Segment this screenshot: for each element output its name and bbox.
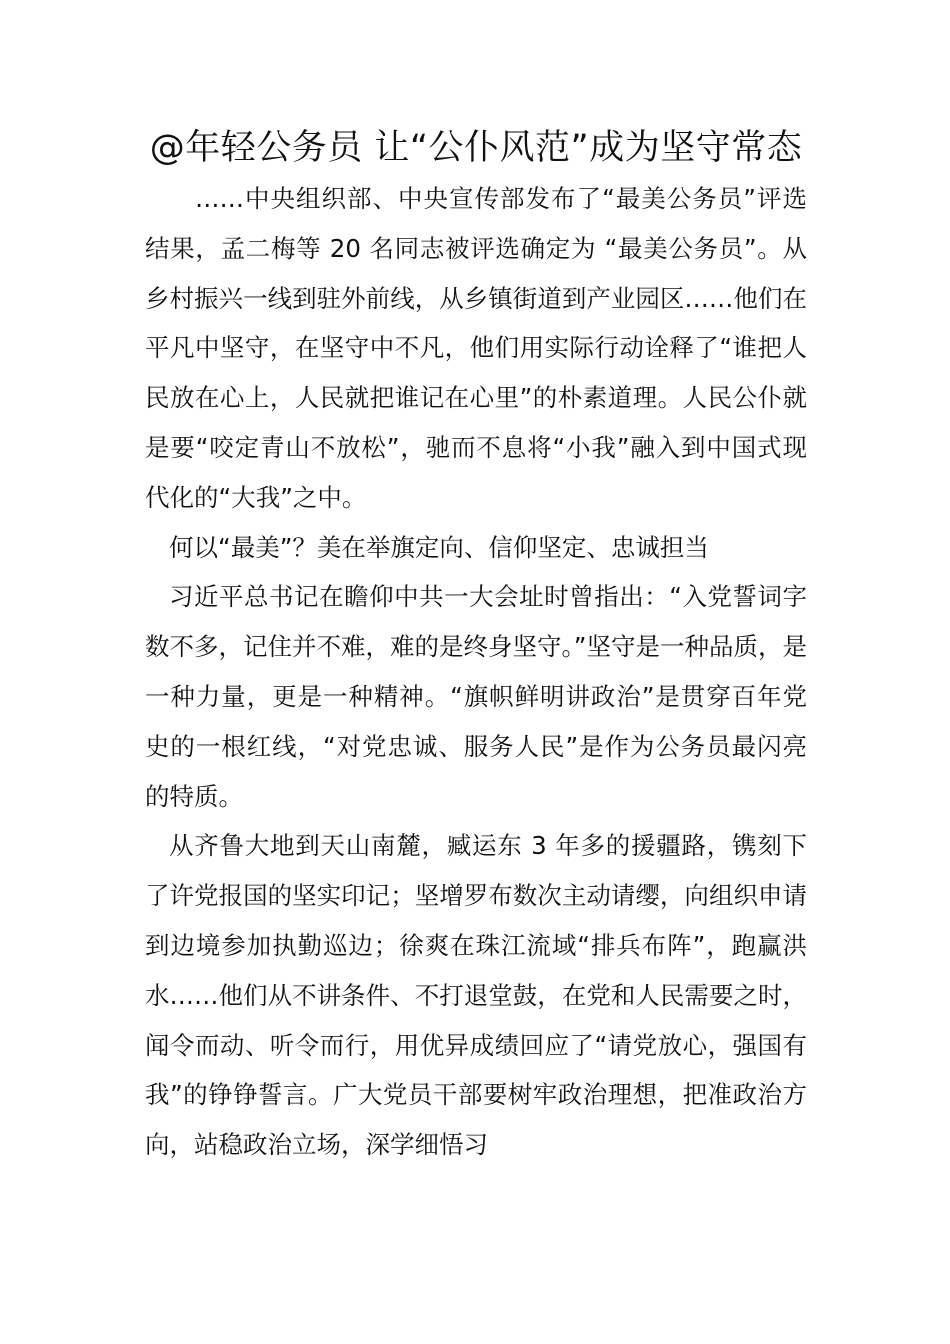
paragraph-quote: 习近平总书记在瞻仰中共一大会址时曾指出：“入党誓词字数不多，记住并不难，难的是终身坚守。”坚守是一种品质，是一种力量，更是一种精神。“旗帜鲜明讲政治”是贯穿百年党史的一根红线，“对党忠诚、服务人民”是作为公务员最闪亮的特质。	[145, 582, 807, 811]
document-title: @年轻公务员 让“公仆风范”成为坚守常态	[149, 128, 803, 168]
paragraph-examples: 从齐鲁大地到天山南麓，臧运东 3 年多的援疆路，镌刻下了许党报国的坚实印记；坚增罗布数次主动请缨，向组织申请到边境参加执勤巡边；徐爽在珠江流域“排兵布阵”，跑赢洪水……他们从不讲条件、不打退堂鼓，在党和人民需要之时，闻令而动、听令而行，用优异成绩回应了“请党放心，强国有我”的铮铮誓言。广大党员干部要树牢政治理想，把准政治方向，站稳政治立场，深学细悟习	[145, 831, 807, 1160]
document-page	[145, 122, 807, 1170]
paragraph-intro: ……中央组织部、中央宣传部发布了“最美公务员”评选结果，孟二梅等 20 名同志被评选确定为 “最美公务员”。从乡村振兴一线到驻外前线，从乡镇街道到产业园区……他们在平凡中坚守，在坚守中不凡，他们用实际行动诠释了“谁把人民放在心上，人民就把谁记在心里”的朴素道理。人民公仆就是要“咬定青山不放松”，驰而不息将“小我”融入到中国式现代化的“大我”之中。	[145, 184, 807, 512]
section-heading: 何以“最美”？美在举旗定向、信仰坚定、忠诚担当	[169, 532, 709, 562]
